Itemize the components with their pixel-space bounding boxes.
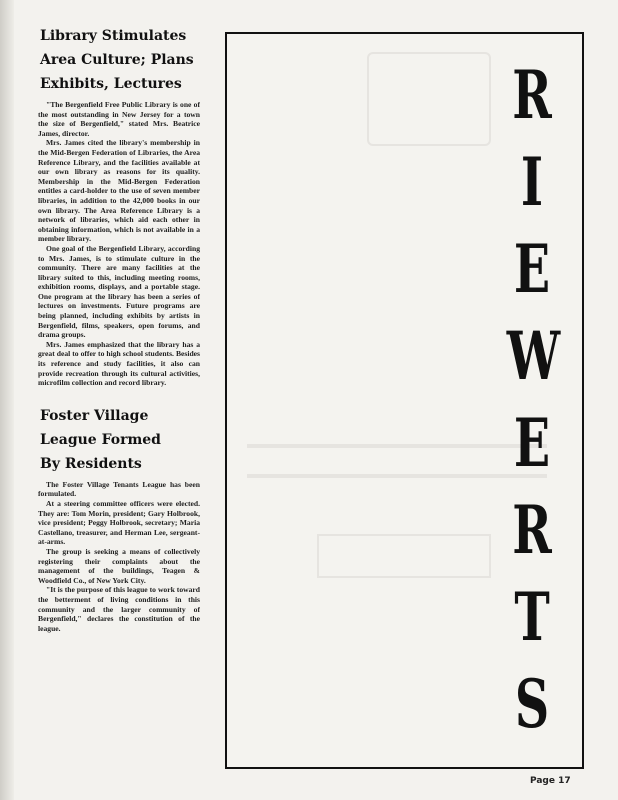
foster-village-headline [40, 404, 200, 476]
headline-line: Area Culture; Plans [40, 52, 194, 68]
bleed-through-shape [317, 534, 491, 578]
brand-letter: E [513, 230, 551, 308]
headline-line: League Formed [40, 431, 161, 448]
library-headline [40, 24, 200, 96]
brand-letter: R [512, 56, 552, 134]
bleed-through-shape [367, 52, 491, 146]
paragraph: At a steering committee officers were elected. They are: Tom Morin, president; Gary Holbrook, vice president; Peggy Holbrook, secretary; Maria Castellano, treasurer, and Herman Lee, sergeant-at-arms. [38, 499, 200, 547]
brand-letter: T [514, 578, 550, 656]
paragraph: Mrs. James emphasized that the library has a great deal to offer to high school students. Besides its reference and study facilities, it also can provide recreation through its cultural activities, microfilm collection and record library. [38, 339, 200, 388]
paragraph: "It is the purpose of this league to work toward the betterment of living conditions in this community and the larger community of Bergenfield," declares the constitution of the league. [38, 585, 200, 633]
brand-letter: I [520, 143, 544, 221]
binding-gutter [0, 0, 14, 800]
brand-letter: R [512, 491, 552, 569]
paragraph: Mrs. James cited the library's membership in the Mid-Bergen Federation of Libraries, the Area Reference Library, and the facilities available at our own library as reasons for its quality. Membership in the Mid-Bergen Federation entitles a card-holder to the use of seven member libraries, in addition to the 42,000 books in our own library. The Area Reference Library is a network of libraries, which aid each other in obtaining information, which is not available in a member library. [38, 138, 200, 244]
rieverts-advertisement [225, 32, 584, 769]
brand-letter: S [514, 665, 550, 743]
paragraph: One goal of the Bergenfield Library, according to Mrs. James, is to stimulate culture in the community. There are many facilities at the library suited to this, including meeting rooms, exhibition rooms, displays, and a portable stage. One program at the library has been a series of lectures on investments. Future programs are being planned, including exhibits by artists in Bergenfield, films, speakers, open forums, and drama groups. [38, 243, 200, 340]
brand-wordmark [497, 52, 567, 748]
headline-line: Foster Village [40, 407, 149, 424]
brand-letter: E [513, 404, 551, 482]
headline-line: By Residents [40, 455, 142, 472]
foster-village-body [38, 480, 200, 634]
paragraph: The group is seeking a means of collectively registering their complaints about the management of the buildings, Teagen & Woodfield Co., of New York City. [38, 546, 200, 585]
library-story [38, 24, 200, 388]
foster-village-story [38, 404, 200, 634]
library-body [38, 100, 200, 388]
headline-line: Exhibits, Lectures [40, 76, 182, 92]
paragraph: "The Bergenfield Free Public Library is one of the most outstanding in New Jersey for a town the size of Bergenfield," stated Mrs. Beatrice James, director. [38, 100, 200, 138]
brand-letter: W [506, 317, 561, 395]
news-column [38, 24, 200, 776]
headline-line: Library Stimulates [40, 28, 187, 44]
paragraph: The Foster Village Tenants League has been formulated. [38, 479, 200, 499]
page-number: Page 17 [530, 776, 571, 786]
